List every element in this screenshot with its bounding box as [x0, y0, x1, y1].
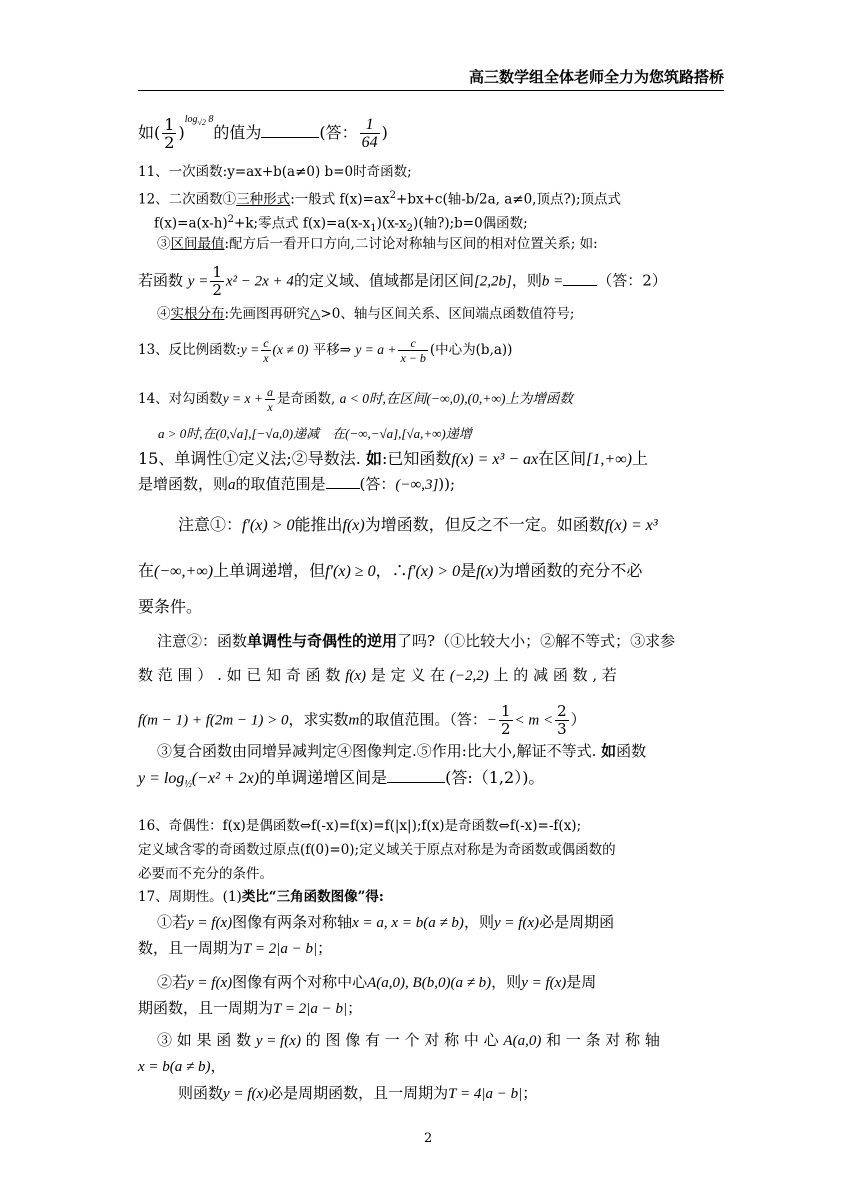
- fraction-answer: $\frac{1}{64}$: [361, 116, 378, 151]
- note-1-derivative: 注意①：f′(x) > 0能推出f(x)为增函数，但反之不一定。如函数f(x) = x³: [178, 515, 658, 534]
- item-12-quadratic-forms: 12、二次函数①三种形式:一般式 $f(x)=ax^2+bx+c$(轴-b/2a, a≠0,顶点?);顶点式: [138, 190, 622, 208]
- page-header: [138, 62, 724, 91]
- item-17-rule-1: ①若y = f(x)图像有两条对称轴x = a, x = b(a ≠ b)，则y = f(x)必是周期函: [157, 913, 615, 931]
- item-17-rule-3-period: 则函数y = f(x)必是周期函数，且一周期为T = 4|a − b|；: [178, 1084, 538, 1102]
- item-14-hook-function: 14、对勾函数y = x + $\frac{a}{x}$ 是奇函数, a < 0时,在区间(−∞,0),(0,+∞)上为增函数: [138, 385, 573, 414]
- note-2-reverse-use: 注意②：函数单调性与奇偶性的逆用了吗?（①比较大小；②解不等式；③求参: [157, 632, 676, 650]
- example-line-log-value: 如( $\frac{1}{2}$ )$^{log_{√2} 8}$的值为 (答： $\frac{1}{64}$ ): [138, 113, 388, 152]
- item-15-monotonicity: 15、单调性①定义法;②导数法. 如:已知函数f(x) = x³ − ax在区间[1,+∞)上: [138, 449, 648, 468]
- item-15-composite-function: ③复合函数由同增异减判定④图像判定.⑤作用:比大小,解证不等式. 如函数: [157, 742, 647, 760]
- answer-blank: [563, 271, 597, 286]
- answer-blank: [326, 474, 360, 489]
- note-1-end: 要条件。: [138, 597, 203, 616]
- page-number: 2: [424, 1131, 433, 1146]
- note-2-example: 数 范 围 ） . 如 已 知 奇 函 数 f(x) 是 定 义 在 (−2,2) 上 的 减 函 数 , 若: [138, 666, 617, 684]
- item-13-inverse-proportion: 13、反比例函数:y = $\frac{c}{x}$ (x ≠ 0) 平移⇒ y = a + $\frac{c}{x - b}$ (中心为(b,a)): [138, 336, 513, 365]
- header-title: 高三数学组全体老师全力为您筑路搭桥: [468, 68, 724, 86]
- item-11-linear-function: 11、一次函数:y=ax+b(a≠0) b=0时奇函数;: [138, 164, 412, 180]
- answer-blank: [261, 123, 319, 138]
- item-12-interval-extremum: ③区间最值:配方后一看开口方向,二讨论对称轴与区间的相对位置关系; 如:: [157, 236, 598, 252]
- item-16-parity-line3: 必要而不充分的条件。: [138, 866, 273, 882]
- item-17-periodicity: 17、周期性。(1)类比“三角函数图像”得:: [138, 889, 384, 905]
- item-17-rule-2-period: 期函数，且一周期为T = 2|a − b|；: [138, 999, 363, 1017]
- note-2-inequality: f(m − 1) + f(2m − 1) > 0，求实数m的取值范围。（答：− $\frac{1}{2}$ < m < $\frac{2}{3}$ ）: [138, 702, 586, 738]
- item-17-rule-3-axis: x = b(a ≠ b)，: [138, 1057, 226, 1075]
- item-16-parity: 16、奇偶性：f(x)是偶函数⇔f(-x)=f(x)=f(|x|);f(x)是奇函数⇔f(-x)=-f(x);: [138, 818, 582, 834]
- note-1-continued: 在(−∞,+∞)上单调递增，但f′(x) ≥ 0，∴f′(x) > 0是f(x)为增函数的充分不必: [138, 561, 643, 580]
- answer-blank: [387, 768, 445, 783]
- item-17-rule-1-period: 数，且一周期为T = 2|a − b|；: [138, 939, 333, 957]
- fraction-one-half: $\frac{1}{2}$: [164, 115, 175, 152]
- item-12-example: 若函数 y = $\frac{1}{2}$ x² − 2x + 4的定义域、值域都是闭区间[2,2b]，则b = （答：2）: [138, 263, 667, 299]
- item-15-example-answer: 是增函数，则a的取值范围是 (答：(−∞,3]));: [138, 475, 456, 493]
- item-14-monotonic-intervals: a > 0时,在(0,√a],[−√a,0)递减 在(−∞,−√a],[√a,+∞)递增: [158, 426, 472, 441]
- item-15-log-example: $y = \log_{\frac{1}{2}}(-x^2 + 2x)$的单调递增区间是 (答:（1,2）)。: [138, 768, 545, 791]
- item-17-rule-2: ②若y = f(x)图像有两个对称中心A(a,0), B(b,0)(a ≠ b)，则y = f(x)是周: [157, 973, 597, 991]
- item-16-parity-line2: 定义域含零的奇函数过原点(f(0)=0);定义域关于原点对称是为奇函数或偶函数的: [138, 842, 616, 858]
- fraction-one-half: $\frac{1}{2}$: [212, 263, 222, 299]
- item-12-vertex-zero-form: $f(x)=a(x-h)^2+k$;零点式 $f(x)=a(x-x_1)(x-x_2)$(轴?);b=0偶函数;: [154, 214, 528, 235]
- item-17-rule-3: ③ 如 果 函 数 y = f(x) 的 图 像 有 一 个 对 称 中 心 A(a,0) 和 一 条 对 称 轴: [157, 1031, 660, 1049]
- item-12-root-distribution: ④实根分布:先画图再研究△>0、轴与区间关系、区间端点函数值符号;: [157, 306, 575, 322]
